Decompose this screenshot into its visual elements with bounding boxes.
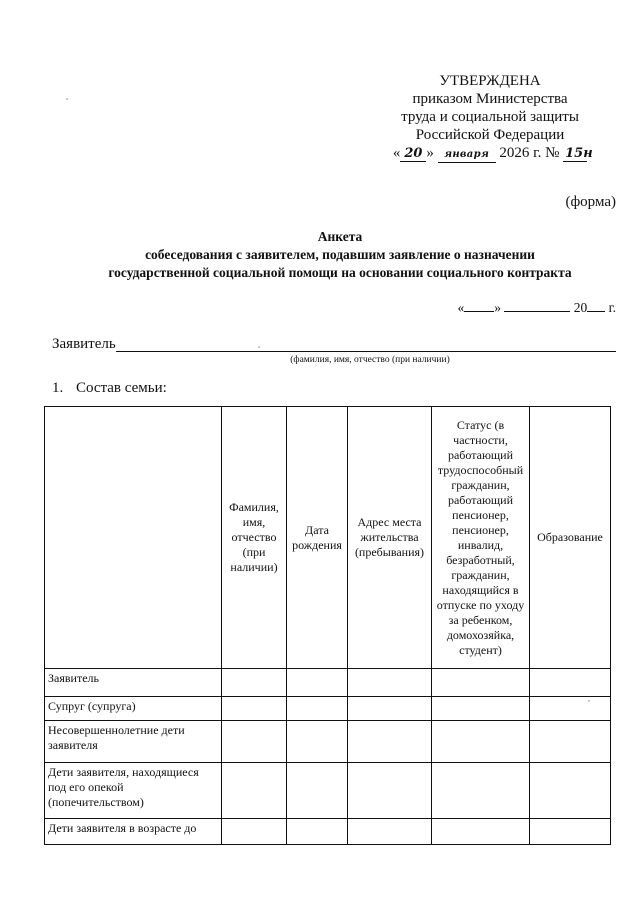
header-cell-birthdate: Дата рождения xyxy=(287,407,348,669)
approval-order-line: приказом Министерства xyxy=(412,91,568,107)
table-cell[interactable] xyxy=(287,721,348,763)
header-cell-status: Статус (в частности, работающий трудоспособный гражданин, работающий пенсионер, пенсионер, инвалид, безработный, гражданин, находящийся в отпуске по уходу за ребенком, домохозяйка, студент) xyxy=(432,407,530,669)
row-label-spouse: Супруг (супруга) xyxy=(45,697,222,721)
table-row xyxy=(45,697,611,721)
year-prefix: 20 xyxy=(573,300,588,315)
applicant-hint: (фамилия, имя, отчество (при наличии) xyxy=(290,355,450,365)
applicant-field xyxy=(52,336,612,353)
date-open-quote: « xyxy=(392,145,401,161)
title-subtitle-line2: государственной социальной помощи на основании социального контракта xyxy=(108,265,572,280)
table-cell[interactable] xyxy=(530,721,611,763)
table-cell[interactable] xyxy=(287,763,348,819)
document-date-line xyxy=(457,300,616,316)
row-label-guardianship-children: Дети заявителя, находящиеся под его опекой (попечительством) xyxy=(45,763,222,819)
table-cell[interactable] xyxy=(530,697,611,721)
table-cell[interactable] xyxy=(348,819,432,845)
year-blank[interactable] xyxy=(587,300,605,312)
date-open: « xyxy=(457,300,465,315)
document-title xyxy=(40,228,640,282)
header-cell-education: Образование xyxy=(530,407,611,669)
table-cell[interactable] xyxy=(287,697,348,721)
applicant-label: Заявитель xyxy=(52,336,116,352)
table-row xyxy=(45,721,611,763)
table-row xyxy=(45,819,611,845)
row-label-children-age: Дети заявителя в возрасте до xyxy=(45,819,222,845)
year-suffix: г. xyxy=(608,300,616,315)
approval-stamp xyxy=(370,72,610,163)
table-cell[interactable] xyxy=(287,669,348,697)
section-title: Состав семьи: xyxy=(76,380,167,396)
table-row xyxy=(45,669,611,697)
table-cell[interactable] xyxy=(432,669,530,697)
form-label: (форма) xyxy=(565,194,616,210)
table-row xyxy=(45,763,611,819)
table-cell[interactable] xyxy=(530,669,611,697)
scan-speck xyxy=(588,700,590,702)
date-close-quote: » xyxy=(426,145,434,161)
approval-date-line xyxy=(370,144,610,163)
approval-month: января xyxy=(438,148,496,163)
row-label-applicant: Заявитель xyxy=(45,669,222,697)
approval-country-line: Российской Федерации xyxy=(415,127,565,143)
table-cell[interactable] xyxy=(348,697,432,721)
row-label-minor-children: Несовершеннолетние дети заявителя xyxy=(45,721,222,763)
scan-speck xyxy=(258,346,260,348)
table-cell[interactable] xyxy=(530,819,611,845)
table-cell[interactable] xyxy=(222,721,287,763)
applicant-name-line[interactable] xyxy=(116,351,616,352)
title-heading: Анкета xyxy=(317,229,363,244)
table-cell[interactable] xyxy=(432,819,530,845)
table-cell[interactable] xyxy=(432,721,530,763)
table-cell[interactable] xyxy=(348,721,432,763)
day-blank[interactable] xyxy=(464,300,494,312)
approval-number: 15н xyxy=(565,146,593,161)
header-cell-address: Адрес места жительства (пребывания) xyxy=(348,407,432,669)
section-family-heading xyxy=(52,380,167,397)
approval-heading: УТВЕРЖДЕНА xyxy=(439,73,541,89)
table-cell[interactable] xyxy=(287,819,348,845)
approval-year: 2026 г. № xyxy=(499,145,560,161)
table-cell[interactable] xyxy=(222,819,287,845)
header-cell-name: Фамилия, имя, отчество (при наличии) xyxy=(222,407,287,669)
approval-day: 20 xyxy=(400,147,426,162)
table-cell[interactable] xyxy=(222,669,287,697)
title-subtitle-line1: собеседования с заявителем, подавшим заявление о назначении xyxy=(145,247,535,262)
table-cell[interactable] xyxy=(222,763,287,819)
date-close: » xyxy=(494,300,501,315)
section-number: 1. xyxy=(52,380,64,396)
family-composition-table xyxy=(44,406,611,845)
month-blank[interactable] xyxy=(504,300,570,312)
table-cell[interactable] xyxy=(432,763,530,819)
header-cell-relation xyxy=(45,407,222,669)
table-cell[interactable] xyxy=(348,669,432,697)
table-cell[interactable] xyxy=(222,697,287,721)
table-cell[interactable] xyxy=(348,763,432,819)
table-header-row xyxy=(45,407,611,669)
scan-speck xyxy=(66,98,68,100)
table-cell[interactable] xyxy=(530,763,611,819)
table-cell[interactable] xyxy=(432,697,530,721)
approval-ministry-line: труда и социальной защиты xyxy=(401,109,579,125)
